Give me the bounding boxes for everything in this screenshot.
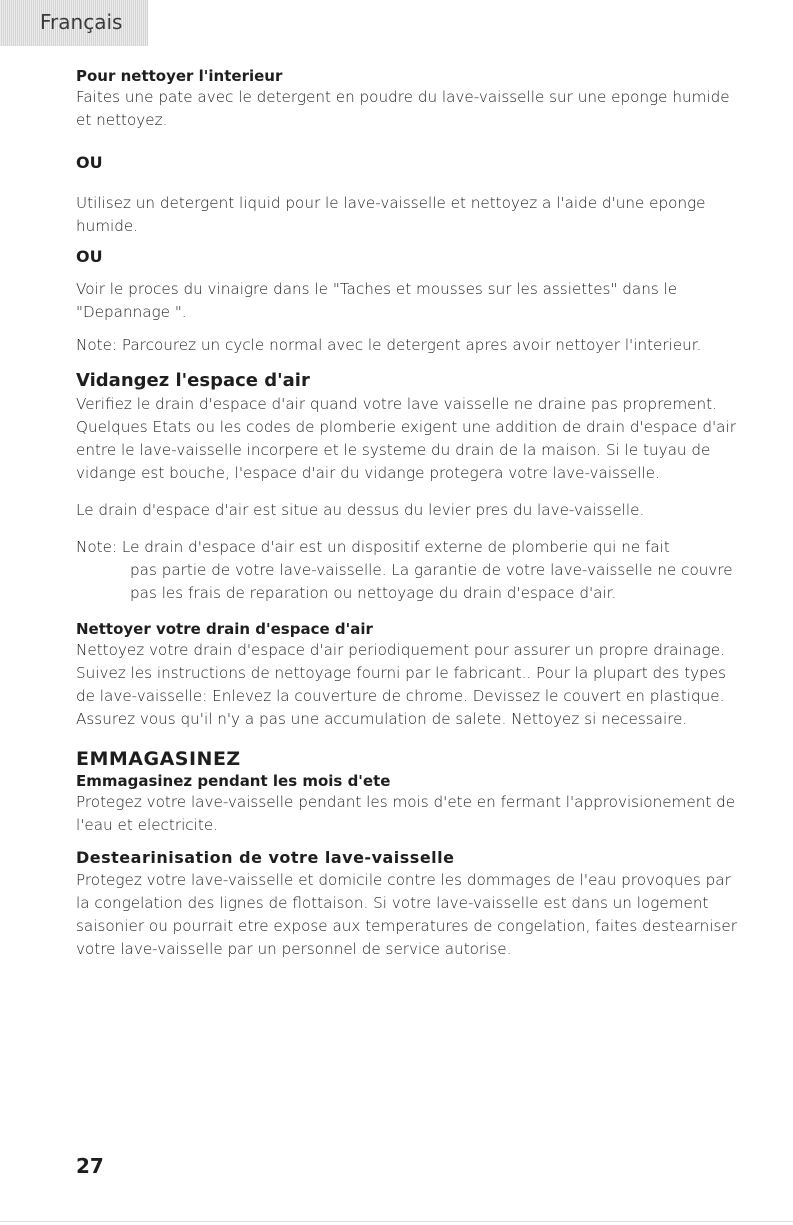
clean-air-gap-paragraph: Nettoyez votre drain d'espace d'air periodiquement pour assurer un propre drainage. Suivez les instructions de nettoyage fourni par le fabricant.. Pour la plupart des types de lave-vaisselle: Enlevez la couverture de chrome. Devissez le couvert en plastique. Assurez vous qu'il n'y a pas une accumulation de salete. Nettoyez si necessaire. [76, 641, 727, 728]
language-label: Français [40, 10, 123, 34]
air-gap-note-line-1 [76, 536, 738, 559]
clean-interior-paragraph-2: Utilisez un detergent liquid pour le lave-vaisselle et nettoyez a l'aide d'une eponge humide. [76, 194, 706, 235]
clean-interior-heading: Pour nettoyer l'interieur [76, 67, 283, 85]
clean-air-gap-heading: Nettoyer votre drain d'espace d'air [76, 620, 373, 638]
air-gap-heading: Vidangez l'espace d'air [76, 370, 310, 391]
language-tab [0, 0, 148, 46]
or-separator-1: OU [76, 153, 103, 172]
winterize-heading: Destearinisation de votre lave-vaisselle [76, 848, 455, 867]
air-gap-paragraph-1: Verifiez le drain d'espace d'air quand votre lave vaisselle ne draine pas proprement. Quelques Etats ou les codes de plomberie exigent une addition de drain d'espace d'air entre le lave-vaisselle incorpere et le systeme du drain de la maison. Si le tuyau de vidange est bouche, l'espace d'air du vidange protegera votre lave-vaisselle. [76, 395, 736, 482]
clean-interior-paragraph-3: Voir le proces du vinaigre dans le "Taches et mousses sur les assiettes" dans le "Depannage ". [76, 280, 678, 321]
summer-storage-paragraph: Protegez votre lave-vaisselle pendant les mois d'ete en fermant l'approvisionement de l'eau et electricite. [76, 793, 736, 834]
page-content [76, 66, 738, 961]
clean-interior-note: Note: Parcourez un cycle normal avec le detergent apres avoir nettoyer l'interieur. [76, 336, 702, 354]
page-number: 27 [76, 1154, 104, 1178]
air-gap-paragraph-2: Le drain d'espace d'air est situe au dessus du levier pres du lave-vaisselle. [76, 501, 645, 519]
air-gap-note-text-1: Le drain d'espace d'air est un dispositif externe de plomberie qui ne fait [121, 538, 670, 556]
bottom-divider [0, 1221, 793, 1222]
storage-heading: EMMAGASINEZ [76, 748, 241, 770]
winterize-paragraph: Protegez votre lave-vaisselle et domicile contre les dommages de l'eau provoques par la congelation des lignes de flottaison. Si votre lave-vaisselle est dans un logement saisonier ou pourrait etre expose aux temperatures de congelation, faites destearniser votre lave-vaisselle par un personnel de service autorise. [76, 871, 737, 958]
clean-interior-paragraph-1: Faites une pate avec le detergent en poudre du lave-vaisselle sur une eponge humide et nettoyez. [76, 88, 730, 129]
or-separator-2: OU [76, 247, 103, 266]
air-gap-note-label: Note: [76, 538, 118, 556]
air-gap-note-continued: pas partie de votre lave-vaisselle. La garantie de votre lave-vaisselle ne couvre pas les frais de reparation ou nettoyage du drain d'espace d'air. [130, 561, 733, 602]
summer-storage-heading: Emmagasinez pendant les mois d'ete [76, 772, 391, 790]
